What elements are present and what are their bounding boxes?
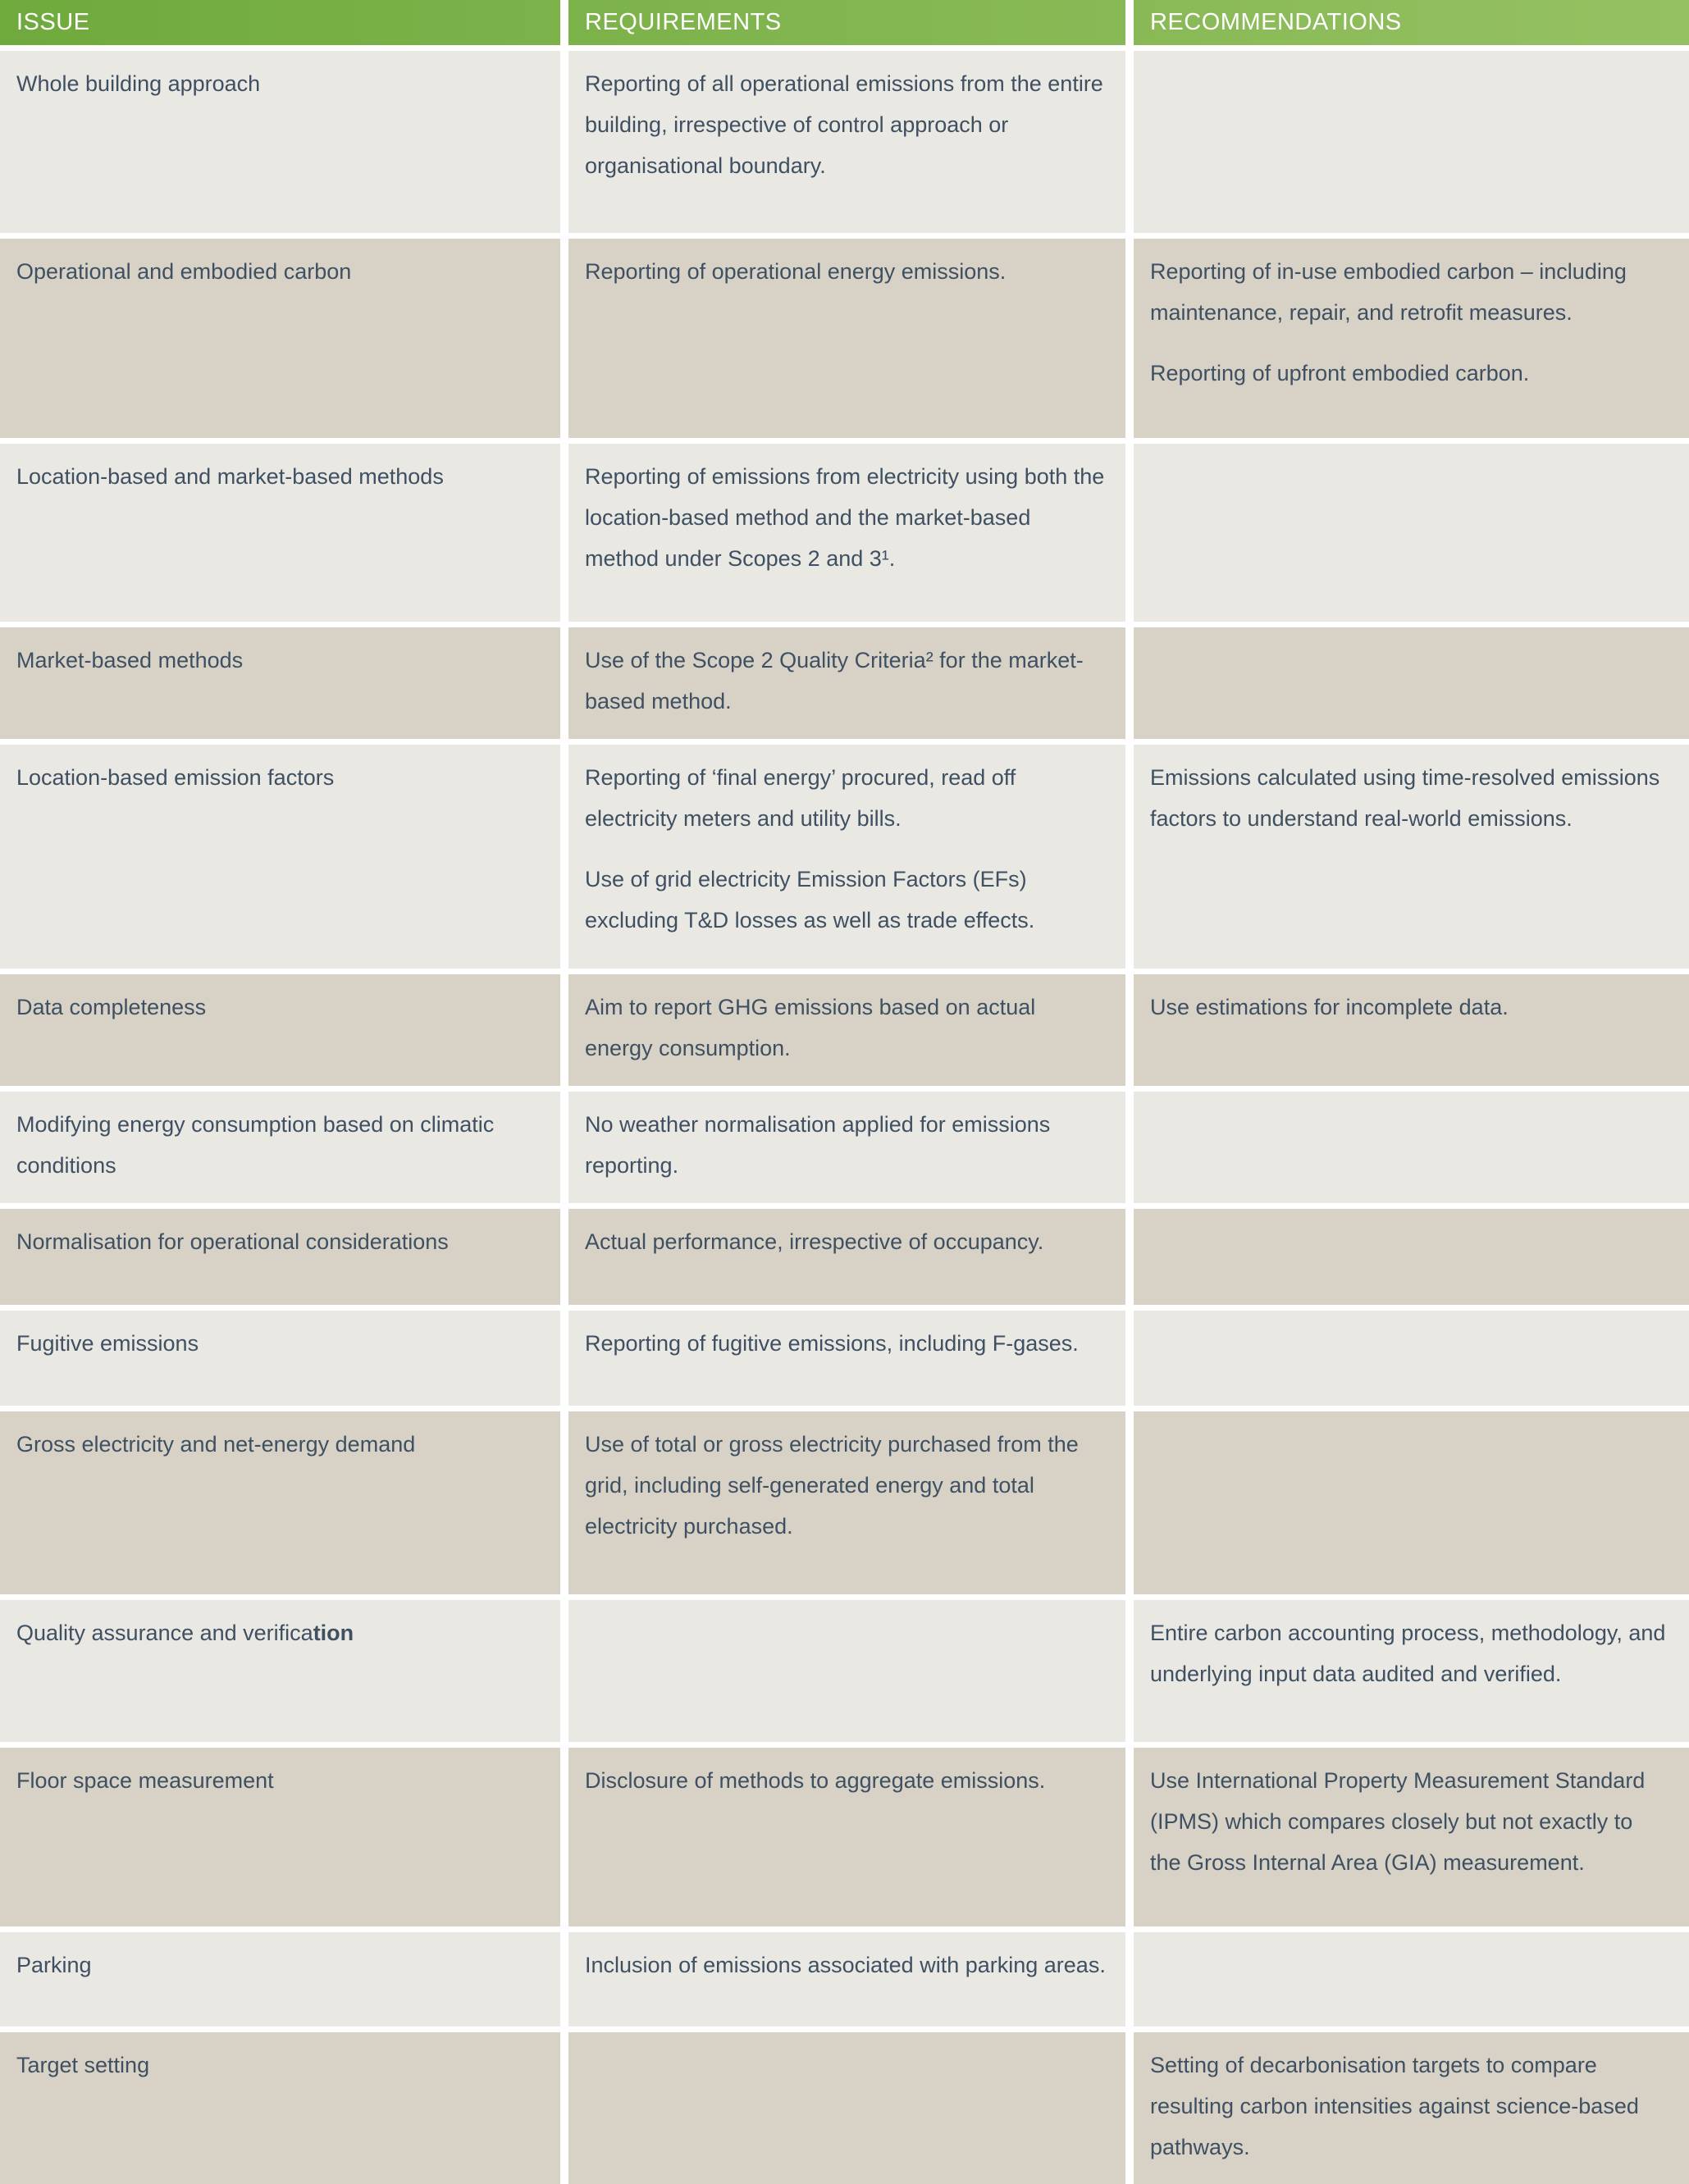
issue-cell: [0, 627, 560, 739]
recommendations-cell: [1134, 627, 1689, 739]
recommendations-cell: [1134, 1600, 1689, 1742]
requirement-text: Use of grid electricity Emission Factors (EFs) excluding T&D losses as well as trade effects.: [585, 866, 1035, 932]
column-header-requirements: [568, 0, 1125, 45]
issue-cell: [0, 1932, 560, 2027]
requirements-cell: [568, 745, 1125, 969]
requirement-text: No weather normalisation applied for emissions reporting.: [585, 1111, 1051, 1178]
issue-label: Gross electricity and net-energy demand: [16, 1431, 416, 1457]
issue-cell: [0, 51, 560, 233]
requirements-cell: [568, 1600, 1125, 1742]
requirement-text: Use of the Scope 2 Quality Criteria² for the market-based method.: [585, 648, 1084, 714]
requirement-text: Disclosure of methods to aggregate emissions.: [585, 1767, 1046, 1793]
recommendations-cell: [1134, 51, 1689, 233]
issue-cell: [0, 444, 560, 622]
issue-cell: [0, 1411, 560, 1594]
recommendation-text: Use estimations for incomplete data.: [1150, 994, 1509, 1019]
requirements-cell: [568, 1411, 1125, 1594]
issue-cell: [0, 1311, 560, 1406]
requirements-cell: [568, 1748, 1125, 1926]
recommendations-cell: [1134, 2032, 1689, 2184]
requirement-text: Use of total or gross electricity purchased from the grid, including self-generated energy and total electricity purchased.: [585, 1431, 1079, 1539]
requirements-cell: [568, 2032, 1125, 2184]
issue-label: Modifying energy consumption based on climatic conditions: [16, 1111, 495, 1178]
requirements-cell: [568, 627, 1125, 739]
issue-cell: [0, 1600, 560, 1742]
recommendations-cell: [1134, 444, 1689, 622]
recommendations-cell: [1134, 745, 1689, 969]
requirement-text: Inclusion of emissions associated with parking areas.: [585, 1952, 1106, 1977]
issue-cell: [0, 2032, 560, 2184]
issue-label: Whole building approach: [16, 71, 261, 96]
issue-label: Parking: [16, 1952, 92, 1977]
requirement-text: Reporting of emissions from electricity using both the location-based method and the market-based method under Scopes 2 and 3¹.: [585, 464, 1105, 571]
recommendations-cell: [1134, 1209, 1689, 1305]
recommendation-text: Reporting of upfront embodied carbon.: [1150, 360, 1530, 385]
recommendation-text: Emissions calculated using time-resolved emissions factors to understand real-world emissions.: [1150, 764, 1660, 831]
issue-cell: [0, 239, 560, 438]
requirements-cell: [568, 444, 1125, 622]
column-header-recommendations: [1134, 0, 1689, 45]
recommendations-cell: [1134, 1932, 1689, 2027]
issue-label-bold-tail: tion: [313, 1620, 354, 1645]
column-header-recommendations-label: RECOMMENDATIONS: [1150, 9, 1402, 35]
requirements-cell: [568, 1932, 1125, 2027]
issue-label: Market-based methods: [16, 648, 244, 673]
requirements-cell: [568, 974, 1125, 1086]
issue-label: Operational and embodied carbon: [16, 259, 352, 284]
recommendations-cell: [1134, 1748, 1689, 1926]
requirements-cell: [568, 1209, 1125, 1305]
issue-label: Quality assurance and verifica: [16, 1620, 313, 1645]
requirement-text: Reporting of all operational emissions from the entire building, irrespective of control approach or organisational boundary.: [585, 71, 1103, 178]
column-header-requirements-label: REQUIREMENTS: [585, 9, 782, 35]
requirements-cell: [568, 1092, 1125, 1203]
issue-label: Floor space measurement: [16, 1767, 274, 1793]
recommendations-cell: [1134, 1411, 1689, 1594]
requirement-text: Aim to report GHG emissions based on actual energy consumption.: [585, 994, 1036, 1060]
issue-cell: [0, 974, 560, 1086]
recommendation-text: Entire carbon accounting process, methodology, and underlying input data audited and verified.: [1150, 1620, 1666, 1686]
requirement-text: Actual performance, irrespective of occupancy.: [585, 1229, 1044, 1254]
requirement-text: Reporting of operational energy emissions.: [585, 259, 1007, 284]
issue-cell: [0, 1748, 560, 1926]
issue-label: Fugitive emissions: [16, 1330, 199, 1356]
recommendations-cell: [1134, 974, 1689, 1086]
column-header-issue: [0, 0, 560, 45]
issue-label: Data completeness: [16, 994, 207, 1019]
issue-label: Location-based emission factors: [16, 764, 335, 790]
recommendation-text: Use International Property Measurement Standard (IPMS) which compares closely but not exactly to the Gross Internal Area (GIA) measurement.: [1150, 1767, 1646, 1875]
recommendation-text: Reporting of in-use embodied carbon – including maintenance, repair, and retrofit measures.: [1150, 259, 1627, 325]
issue-cell: [0, 1092, 560, 1203]
requirement-text: Reporting of ‘final energy’ procured, read off electricity meters and utility bills.: [585, 764, 1016, 831]
requirements-cell: [568, 1311, 1125, 1406]
issue-cell: [0, 745, 560, 969]
requirements-cell: [568, 51, 1125, 233]
recommendation-text: Setting of decarbonisation targets to compare resulting carbon intensities against science-based pathways.: [1150, 2052, 1639, 2159]
issue-label: Normalisation for operational considerations: [16, 1229, 449, 1254]
issue-label: Target setting: [16, 2052, 150, 2077]
recommendations-cell: [1134, 1092, 1689, 1203]
column-header-issue-label: ISSUE: [16, 9, 90, 35]
recommendations-cell: [1134, 1311, 1689, 1406]
requirement-text: Reporting of fugitive emissions, including F-gases.: [585, 1330, 1079, 1356]
recommendations-cell: [1134, 239, 1689, 438]
requirements-cell: [568, 239, 1125, 438]
issue-cell: [0, 1209, 560, 1305]
issue-label: Location-based and market-based methods: [16, 464, 444, 489]
